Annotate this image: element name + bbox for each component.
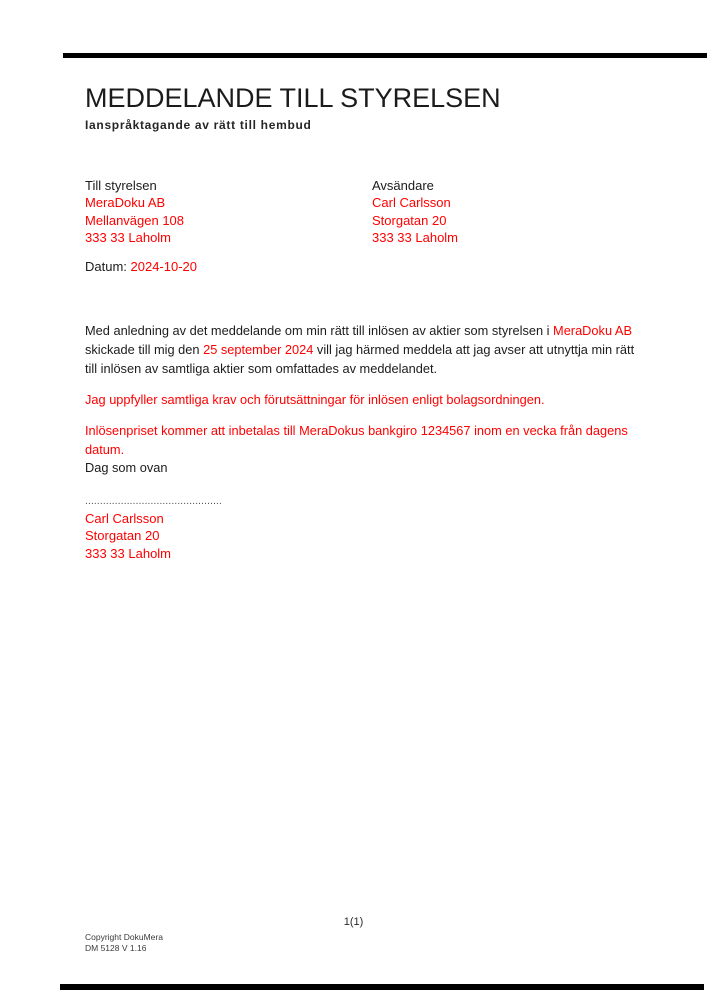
signature-name: Carl Carlsson bbox=[85, 511, 164, 526]
page-number: 1(1) bbox=[343, 916, 364, 928]
sender-name: Carl Carlsson bbox=[372, 195, 451, 211]
highlighted-text: Jag uppfyller samtliga krav och förutsättningar för inlösen enligt bolagsordningen. bbox=[85, 392, 545, 407]
document-title: MEDDELANDE TILL STYRELSEN bbox=[85, 83, 501, 113]
footer-meta bbox=[85, 932, 163, 954]
highlighted-text: Inlösenpriset kommer att inbetalas till MeraDokus bankgiro 1234567 inom en vecka från dagens bbox=[85, 423, 628, 438]
highlighted-text: 25 september 2024 bbox=[203, 342, 314, 357]
recipient-block bbox=[85, 177, 184, 247]
date-line bbox=[85, 259, 197, 274]
footer-rule bbox=[60, 984, 704, 990]
body-paragraph-3 bbox=[85, 421, 628, 459]
sender-block bbox=[372, 177, 458, 247]
sender-city: 333 33 Laholm bbox=[372, 230, 459, 246]
body-paragraph-1 bbox=[85, 321, 634, 378]
body-text: skickade till mig den bbox=[85, 342, 204, 357]
sender-street: Storgatan 20 bbox=[372, 212, 447, 228]
body-paragraph-2 bbox=[85, 390, 545, 409]
signature-block bbox=[85, 510, 171, 562]
header-rule bbox=[63, 53, 707, 58]
copyright-text: Copyright DokuMera bbox=[85, 932, 163, 942]
signature-city: 333 33 Laholm bbox=[85, 545, 172, 561]
signature-street: Storgatan 20 bbox=[85, 528, 160, 544]
recipient-street: Mellanvägen 108 bbox=[85, 212, 185, 228]
recipient-company: MeraDoku AB bbox=[85, 195, 166, 211]
recipient-heading: Till styrelsen bbox=[85, 178, 157, 193]
document-subtitle: Ianspråktagande av rätt till hembud bbox=[85, 118, 312, 132]
highlighted-text: MeraDoku AB bbox=[553, 323, 632, 338]
date-label: Datum: bbox=[85, 259, 131, 274]
closing-phrase: Dag som ovan bbox=[85, 460, 168, 475]
body-text: vill jag härmed meddela att jag avser att utnyttja min rätt bbox=[313, 342, 635, 357]
body-text: till inlösen av samtliga aktier som omfattades av meddelandet. bbox=[85, 361, 438, 376]
signature-line: .............................................. bbox=[85, 496, 223, 507]
document-id: DM 5128 V 1.16 bbox=[85, 942, 147, 953]
date-value: 2024-10-20 bbox=[130, 259, 198, 274]
recipient-city: 333 33 Laholm bbox=[85, 230, 172, 246]
sender-heading: Avsändare bbox=[372, 178, 434, 193]
highlighted-text: datum. bbox=[85, 442, 125, 457]
body-text: Med anledning av det meddelande om min rätt till inlösen av aktier som styrelsen i bbox=[85, 323, 554, 338]
